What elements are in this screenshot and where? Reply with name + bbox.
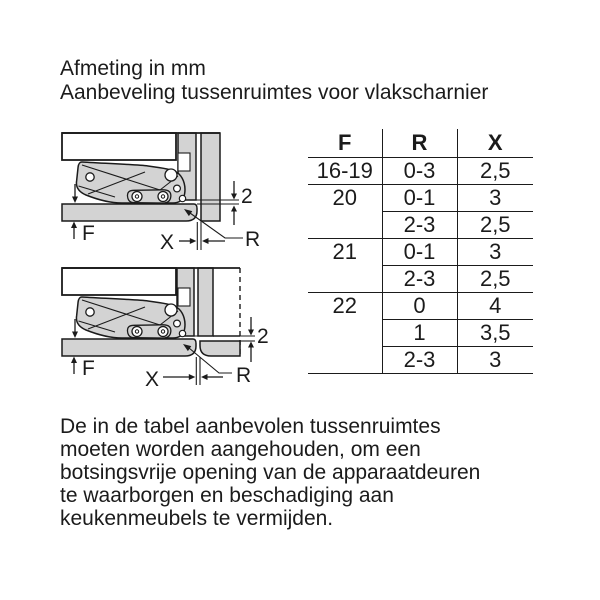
note-line: botsingsvrije opening van de apparaatdeuren — [60, 461, 481, 484]
table-row — [308, 266, 533, 293]
clearance-table — [308, 129, 533, 374]
table-row — [308, 185, 533, 212]
page-title — [60, 57, 488, 105]
gap-2-label: 2 — [257, 325, 269, 348]
note-line: keukenmeubels te vermijden. — [60, 507, 334, 530]
table-row — [308, 158, 533, 185]
table-header-row — [308, 129, 533, 158]
note-line: De in de tabel aanbevolen tussenruimtes — [60, 415, 441, 438]
cell-r: 2-3 — [382, 347, 457, 374]
cell-x: 3 — [457, 347, 533, 374]
cell-r: 2-3 — [382, 212, 457, 239]
cell-f — [308, 320, 382, 347]
note-line: moeten worden aangehouden, om een — [60, 438, 421, 461]
cell-f: 20 — [332, 185, 357, 211]
note-line: te waarborgen en beschadiging aan — [60, 484, 394, 507]
r-label: R — [236, 364, 252, 387]
cell-f: 21 — [332, 239, 357, 265]
table-row — [308, 293, 533, 320]
appliance-door — [62, 204, 197, 221]
table-row — [308, 320, 533, 347]
cell-f — [308, 266, 382, 293]
x-label: X — [160, 231, 175, 254]
f-label: F — [82, 357, 95, 380]
note-paragraph — [60, 415, 480, 530]
col-header-f: F — [308, 129, 382, 158]
dimension-x — [145, 357, 223, 391]
cell-r: 0 — [382, 293, 457, 320]
title-line-recommendation: Aanbeveling tussenruimtes voor vlakscharnier — [60, 81, 489, 104]
dimension-x — [160, 222, 225, 254]
hinge-diagram-top — [55, 126, 270, 256]
table-row — [308, 239, 533, 266]
col-header-x: X — [457, 129, 533, 158]
cell-x: 2,5 — [457, 266, 533, 293]
cell-r: 0-1 — [382, 185, 457, 212]
cell-x: 4 — [457, 293, 533, 320]
table-row — [308, 347, 533, 374]
hinge-diagram-bottom — [55, 258, 275, 392]
r-label: R — [245, 228, 261, 251]
title-line-units: Afmeting in mm — [60, 57, 206, 80]
table-row — [308, 212, 533, 239]
cell-x: 3 — [457, 185, 533, 212]
col-header-r: R — [382, 129, 457, 158]
x-label: X — [145, 368, 160, 391]
cell-x: 2,5 — [457, 212, 533, 239]
cell-f: 16-19 — [308, 158, 382, 185]
cell-x: 3,5 — [457, 320, 533, 347]
f-label: F — [82, 222, 95, 245]
cell-f — [308, 347, 382, 374]
cell-f: 22 — [332, 293, 357, 319]
cell-r: 0-3 — [382, 158, 457, 185]
appliance-door — [62, 339, 196, 356]
cell-x: 2,5 — [457, 158, 533, 185]
gap-2-label: 2 — [241, 185, 253, 208]
cell-r: 0-1 — [382, 239, 457, 266]
cell-x: 3 — [457, 239, 533, 266]
furniture-front-panel — [200, 341, 240, 356]
cell-f — [308, 212, 382, 239]
cell-r: 2-3 — [382, 266, 457, 293]
cell-r: 1 — [382, 320, 457, 347]
